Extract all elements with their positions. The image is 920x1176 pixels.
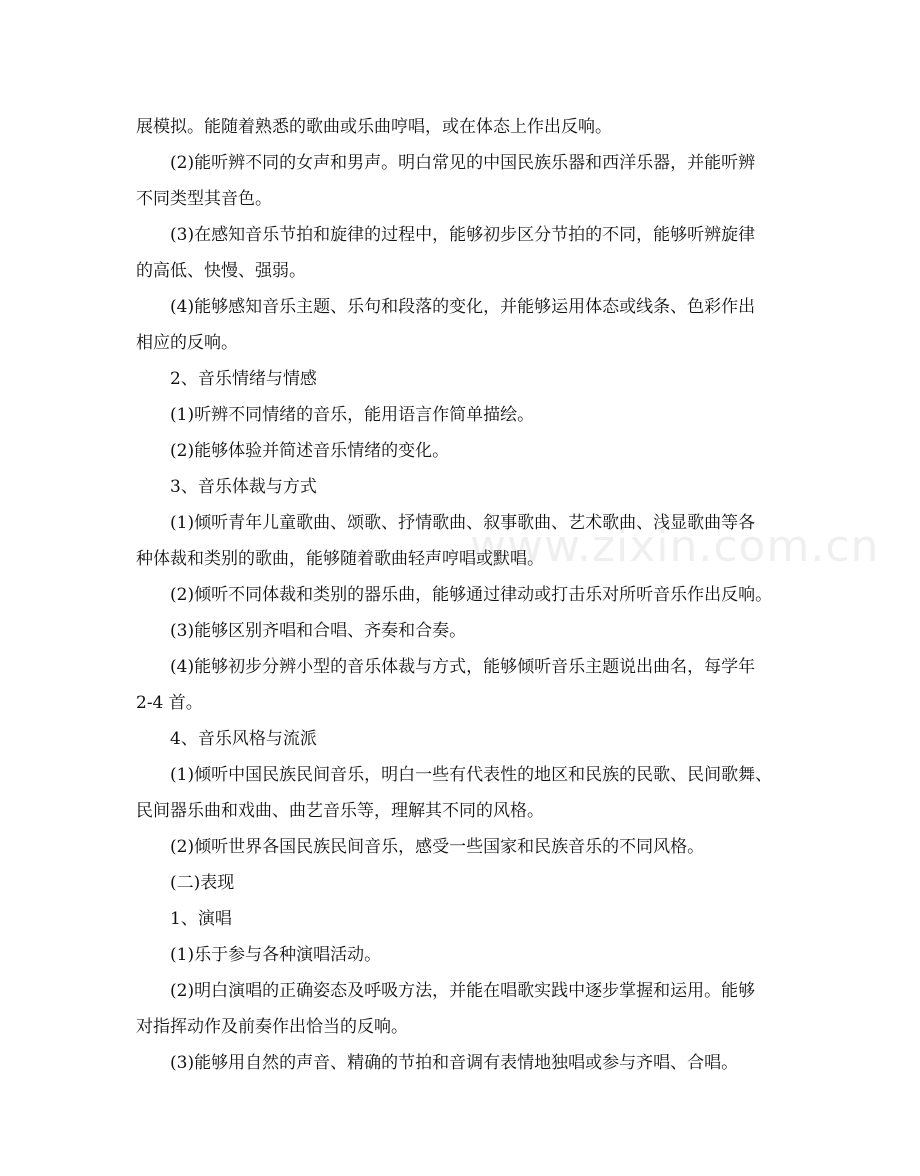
text-line: (2)倾听世界各国民族民间音乐，感受一些国家和民族音乐的不同风格。 — [170, 837, 705, 857]
text-line: 展模拟。能随着熟悉的歌曲或乐曲哼唱，或在体态上作出反响。 — [136, 117, 612, 137]
text-line: (2)明白演唱的正确姿态及呼吸方法，并能在唱歌实践中逐步掌握和运用。能够 — [170, 981, 756, 1001]
text-line: (1)乐于参与各种演唱活动。 — [170, 945, 382, 965]
text-line: (3)能够用自然的声音、精确的节拍和音调有表情地独唱或参与齐唱、合唱。 — [170, 1053, 739, 1073]
section-heading: 1、演唱 — [170, 909, 232, 929]
section-heading: 4、音乐风格与流派 — [170, 729, 317, 749]
text-line: (4)能够感知音乐主题、乐句和段落的变化，并能够运用体态或线条、色彩作出 — [170, 297, 756, 317]
text-line: (3)在感知音乐节拍和旋律的过程中，能够初步区分节拍的不同，能够听辨旋律 — [170, 225, 756, 245]
text-line: 相应的反响。 — [136, 333, 238, 353]
text-line: (1)听辨不同情绪的音乐，能用语言作简单描绘。 — [170, 405, 535, 425]
text-line: (3)能够区别齐唱和合唱、齐奏和合奏。 — [170, 621, 467, 641]
text-line: (1)倾听中国民族民间音乐，明白一些有代表性的地区和民族的民歌、民间歌舞、 — [170, 765, 773, 785]
text-line: (2)倾听不同体裁和类别的器乐曲，能够通过律动或打击乐对所听音乐作出反响。 — [170, 585, 773, 605]
section-heading: (二)表现 — [170, 873, 235, 893]
text-line: 对指挥动作及前奏作出恰当的反响。 — [136, 1017, 408, 1037]
section-heading: 2、音乐情绪与情感 — [170, 369, 317, 389]
text-line: 2-4 首。 — [136, 693, 203, 713]
watermark: www.zixin.com.cn — [470, 521, 880, 572]
text-line: 不同类型其音色。 — [136, 189, 272, 209]
section-heading: 3、音乐体裁与方式 — [170, 477, 317, 497]
text-line: (4)能够初步分辨小型的音乐体裁与方式，能够倾听音乐主题说出曲名，每学年 — [170, 657, 756, 677]
text-line: 种体裁和类别的歌曲，能够随着歌曲轻声哼唱或默唱。 — [136, 549, 544, 569]
text-line: 民间器乐曲和戏曲、曲艺音乐等，理解其不同的风格。 — [136, 801, 544, 821]
text-line: (2)能够体验并简述音乐情绪的变化。 — [170, 441, 450, 461]
text-line: (2)能听辨不同的女声和男声。明白常见的中国民族乐器和西洋乐器，并能听辨 — [170, 153, 756, 173]
text-line: (1)倾听青年儿童歌曲、颂歌、抒情歌曲、叙事歌曲、艺术歌曲、浅显歌曲等各 — [170, 513, 756, 533]
text-line: 的高低、快慢、强弱。 — [136, 261, 306, 281]
